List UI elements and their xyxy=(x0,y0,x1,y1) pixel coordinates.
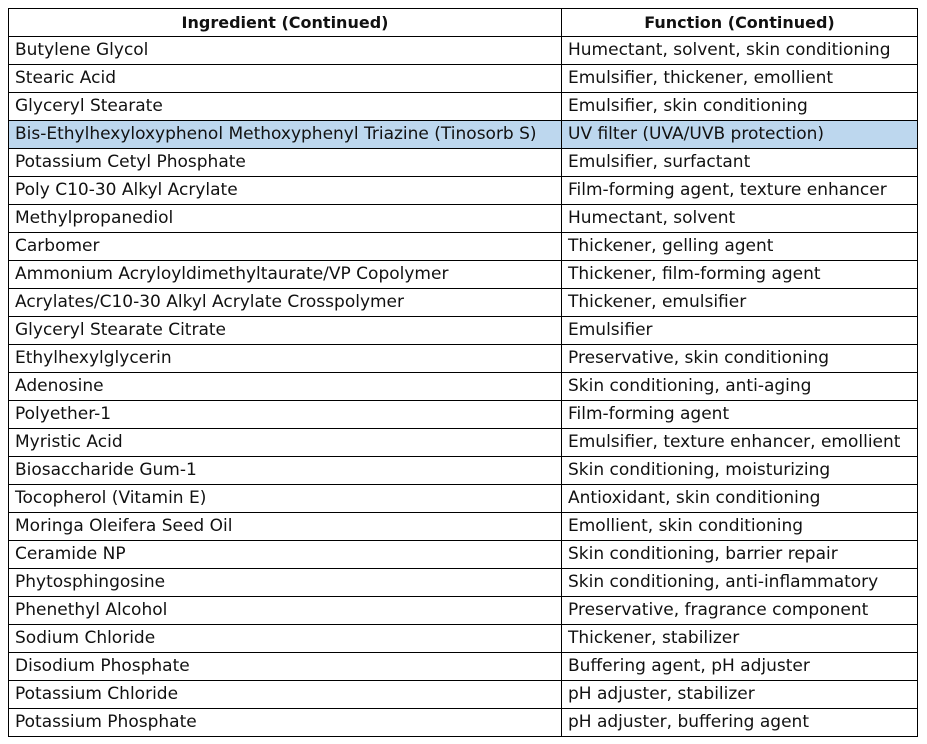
table-row[interactable] xyxy=(9,149,918,177)
ingredient-cell[interactable]: Potassium Cetyl Phosphate xyxy=(9,149,562,177)
ingredient-cell[interactable]: Ethylhexylglycerin xyxy=(9,345,562,373)
ingredient-cell[interactable]: Bis-Ethylhexyloxyphenol Methoxyphenyl Triazine (Tinosorb S) xyxy=(9,121,562,149)
function-cell[interactable]: Thickener, film-forming agent xyxy=(562,261,918,289)
ingredient-cell[interactable]: Methylpropanediol xyxy=(9,205,562,233)
ingredient-cell[interactable]: Glyceryl Stearate Citrate xyxy=(9,317,562,345)
table-row[interactable] xyxy=(9,681,918,709)
function-cell[interactable]: Emulsifier, skin conditioning xyxy=(562,93,918,121)
function-column-header[interactable]: Function (Continued) xyxy=(562,9,918,37)
table-row[interactable] xyxy=(9,485,918,513)
table-row[interactable] xyxy=(9,653,918,681)
table-row[interactable] xyxy=(9,597,918,625)
ingredient-cell[interactable]: Poly C10-30 Alkyl Acrylate xyxy=(9,177,562,205)
ingredient-cell[interactable]: Ammonium Acryloyldimethyltaurate/VP Copolymer xyxy=(9,261,562,289)
function-cell[interactable]: Humectant, solvent xyxy=(562,205,918,233)
function-cell[interactable]: Skin conditioning, barrier repair xyxy=(562,541,918,569)
table-row[interactable] xyxy=(9,65,918,93)
function-cell[interactable]: Buffering agent, pH adjuster xyxy=(562,653,918,681)
table-row[interactable] xyxy=(9,569,918,597)
function-cell[interactable]: Skin conditioning, anti-inflammatory xyxy=(562,569,918,597)
function-cell[interactable]: Film-forming agent, texture enhancer xyxy=(562,177,918,205)
ingredient-cell[interactable]: Moringa Oleifera Seed Oil xyxy=(9,513,562,541)
ingredient-cell[interactable]: Phenethyl Alcohol xyxy=(9,597,562,625)
function-cell[interactable]: Emulsifier, thickener, emollient xyxy=(562,65,918,93)
table-row[interactable] xyxy=(9,709,918,737)
function-cell[interactable]: Emulsifier xyxy=(562,317,918,345)
function-cell[interactable]: Emulsifier, texture enhancer, emollient xyxy=(562,429,918,457)
table-row-selected[interactable] xyxy=(9,121,918,149)
function-cell[interactable]: Skin conditioning, anti-aging xyxy=(562,373,918,401)
table-row[interactable] xyxy=(9,457,918,485)
function-cell[interactable]: pH adjuster, buffering agent xyxy=(562,709,918,737)
ingredient-function-table xyxy=(8,8,918,737)
ingredient-cell[interactable]: Biosaccharide Gum-1 xyxy=(9,457,562,485)
table-row[interactable] xyxy=(9,177,918,205)
header-row xyxy=(9,9,918,37)
function-cell[interactable]: Film-forming agent xyxy=(562,401,918,429)
table-row[interactable] xyxy=(9,205,918,233)
ingredient-cell[interactable]: Ceramide NP xyxy=(9,541,562,569)
table-row[interactable] xyxy=(9,373,918,401)
ingredient-cell[interactable]: Phytosphingosine xyxy=(9,569,562,597)
ingredient-column-header[interactable]: Ingredient (Continued) xyxy=(9,9,562,37)
function-cell[interactable]: Humectant, solvent, skin conditioning xyxy=(562,37,918,65)
ingredient-cell[interactable]: Adenosine xyxy=(9,373,562,401)
ingredient-cell[interactable]: Potassium Phosphate xyxy=(9,709,562,737)
ingredient-cell[interactable]: Sodium Chloride xyxy=(9,625,562,653)
function-cell[interactable]: pH adjuster, stabilizer xyxy=(562,681,918,709)
table-row[interactable] xyxy=(9,513,918,541)
table-row[interactable] xyxy=(9,541,918,569)
ingredient-cell[interactable]: Disodium Phosphate xyxy=(9,653,562,681)
table-row[interactable] xyxy=(9,289,918,317)
table-row[interactable] xyxy=(9,233,918,261)
table-row[interactable] xyxy=(9,317,918,345)
table-row[interactable] xyxy=(9,401,918,429)
function-cell[interactable]: UV filter (UVA/UVB protection) xyxy=(562,121,918,149)
ingredient-cell[interactable]: Potassium Chloride xyxy=(9,681,562,709)
function-cell[interactable]: Preservative, skin conditioning xyxy=(562,345,918,373)
table-row[interactable] xyxy=(9,37,918,65)
table-row[interactable] xyxy=(9,429,918,457)
table-row[interactable] xyxy=(9,93,918,121)
ingredient-cell[interactable]: Myristic Acid xyxy=(9,429,562,457)
function-cell[interactable]: Emollient, skin conditioning xyxy=(562,513,918,541)
ingredient-cell[interactable]: Acrylates/C10-30 Alkyl Acrylate Crosspolymer xyxy=(9,289,562,317)
table-row[interactable] xyxy=(9,625,918,653)
ingredient-cell[interactable]: Butylene Glycol xyxy=(9,37,562,65)
function-cell[interactable]: Thickener, stabilizer xyxy=(562,625,918,653)
ingredient-cell[interactable]: Polyether-1 xyxy=(9,401,562,429)
ingredient-cell[interactable]: Glyceryl Stearate xyxy=(9,93,562,121)
table-body xyxy=(9,37,918,737)
function-cell[interactable]: Skin conditioning, moisturizing xyxy=(562,457,918,485)
function-cell[interactable]: Thickener, emulsifier xyxy=(562,289,918,317)
function-cell[interactable]: Preservative, fragrance component xyxy=(562,597,918,625)
ingredient-cell[interactable]: Carbomer xyxy=(9,233,562,261)
table-row[interactable] xyxy=(9,261,918,289)
function-cell[interactable]: Thickener, gelling agent xyxy=(562,233,918,261)
ingredient-cell[interactable]: Stearic Acid xyxy=(9,65,562,93)
ingredient-cell[interactable]: Tocopherol (Vitamin E) xyxy=(9,485,562,513)
function-cell[interactable]: Antioxidant, skin conditioning xyxy=(562,485,918,513)
function-cell[interactable]: Emulsifier, surfactant xyxy=(562,149,918,177)
table-row[interactable] xyxy=(9,345,918,373)
